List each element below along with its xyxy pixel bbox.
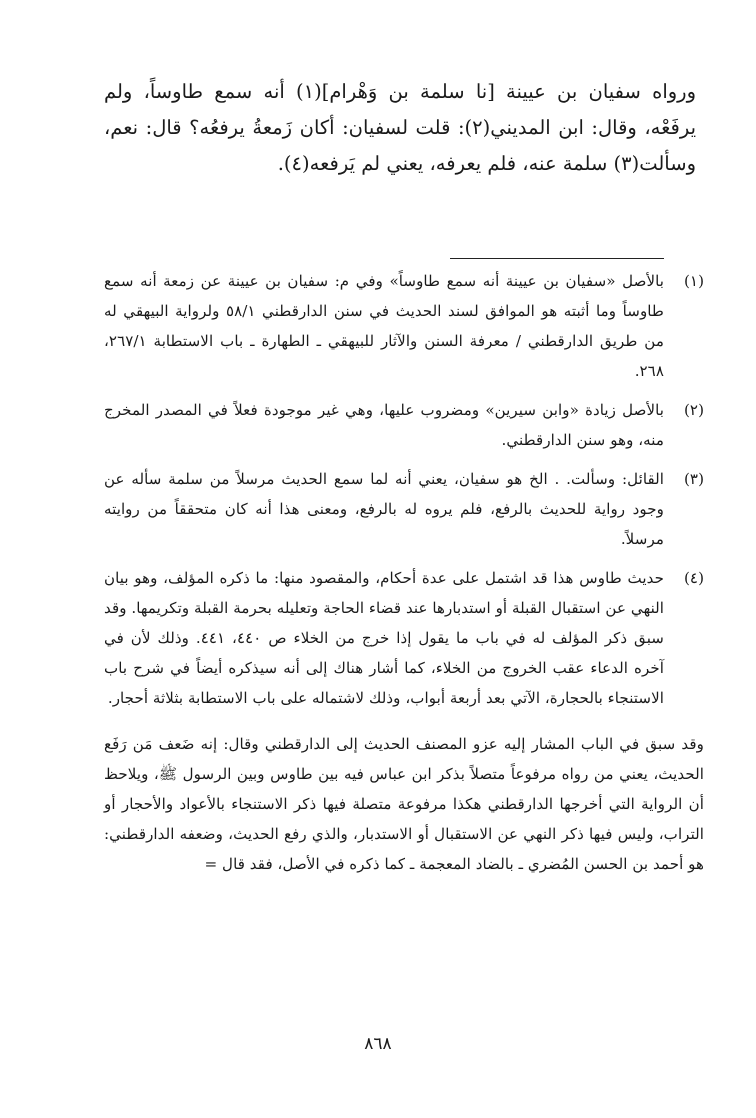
footnote-text: القائل: وسألت. . الخ هو سفيان، يعني أنه لما سمع الحديث مرسلاً من سلمة سأله عن وجود رواية للحديث بالرفع، فلم يروه له بالرفع، ومعنى هذا أنه كان متحققاً من روايته مرسلاً.	[104, 470, 664, 548]
main-paragraph: ورواه سفيان بن عيينة [نا سلمة بن وَهْرام](١) أنه سمع طاوساً، ولم يرفَعْه، وقال: ابن المديني(٢): قلت لسفيان: أكان زَمعةُ يرفعُه؟ قال: نعم، وسألت(٣) سلمة عنه، فلم يعرفه، يعني لم يَرفعه(٤).	[104, 80, 697, 175]
footnote-2	[104, 395, 704, 455]
footnote-number: (١)	[683, 272, 704, 290]
footnote-separator	[450, 258, 664, 259]
page-number: ٨٦٨	[364, 1034, 392, 1054]
footnote-number: (٢)	[683, 401, 704, 419]
footnotes-section	[104, 266, 704, 879]
footnote-4	[104, 563, 704, 713]
footnote-3	[104, 464, 704, 554]
footnote-continuation: وقد سبق في الباب المشار إليه عزو المصنف الحديث إلى الدارقطني وقال: إنه ضَعف مَن رَفَع الحديث، يعني من رواه مرفوعاً متصلاً بذكر ابن عباس فيه بين طاوس وبين الرسول ﷺ، ويلاحظ أن الرواية التي أخرجها الدارقطني هكذا مرفوعة متصلة فيها ذكر الاستنجاء بالأعواد والأحجار أو التراب، وليس فيها ذكر النهي عن الاستقبال أو الاستدبار، والذي رفع الحديث، وضعفه الدارقطني: هو أحمد بن الحسن المُضري ـ بالضاد المعجمة ـ كما ذكره في الأصل، فقد قال =	[104, 735, 704, 873]
footnote-text: بالأصل زيادة «وابن سيرين» ومضروب عليها، وهي غير موجودة فعلاً في المصدر المخرج منه، وهو سنن الدارقطني.	[104, 401, 664, 449]
footnote-1	[104, 266, 704, 386]
footnote-text: بالأصل «سفيان بن عيينة أنه سمع طاوساً» وفي م: سفيان بن عيينة عن زمعة أنه سمع طاوساً وما أثبته هو الموافق لسند الحديث في سنن الدارقطني ٥٨/١ ولرواية البيهقي له من طريق الدارقطني / معرفة السنن والآثار للبيهقي ـ الطهارة ـ باب الاستطابة ٢٦٧/١، ٢٦٨.	[104, 272, 665, 380]
main-text-block	[104, 74, 696, 182]
footnote-text: حديث طاوس هذا قد اشتمل على عدة أحكام، والمقصود منها: ما ذكره المؤلف، وهو بيان النهي عن استقبال القبلة أو استدبارها عند قضاء الحاجة وتعليله بحرمة القبلة وتكريمها. وقد سبق ذكر المؤلف له في باب ما يقول إذا خرج من الخلاء ص ٤٤٠، ٤٤١. وذلك لأن في آخره الدعاء عقب الخروج من الخلاء، كما أشار هناك إلى أنه سيذكره أيضاً في شرح باب الاستنجاء بالحجارة، الآتي بعد أربعة أبواب، وذلك لاشتماله على باب الاستطابة بثلاثة أحجار.	[104, 569, 664, 707]
footnote-number: (٤)	[683, 569, 704, 587]
footnote-number: (٣)	[683, 470, 704, 488]
